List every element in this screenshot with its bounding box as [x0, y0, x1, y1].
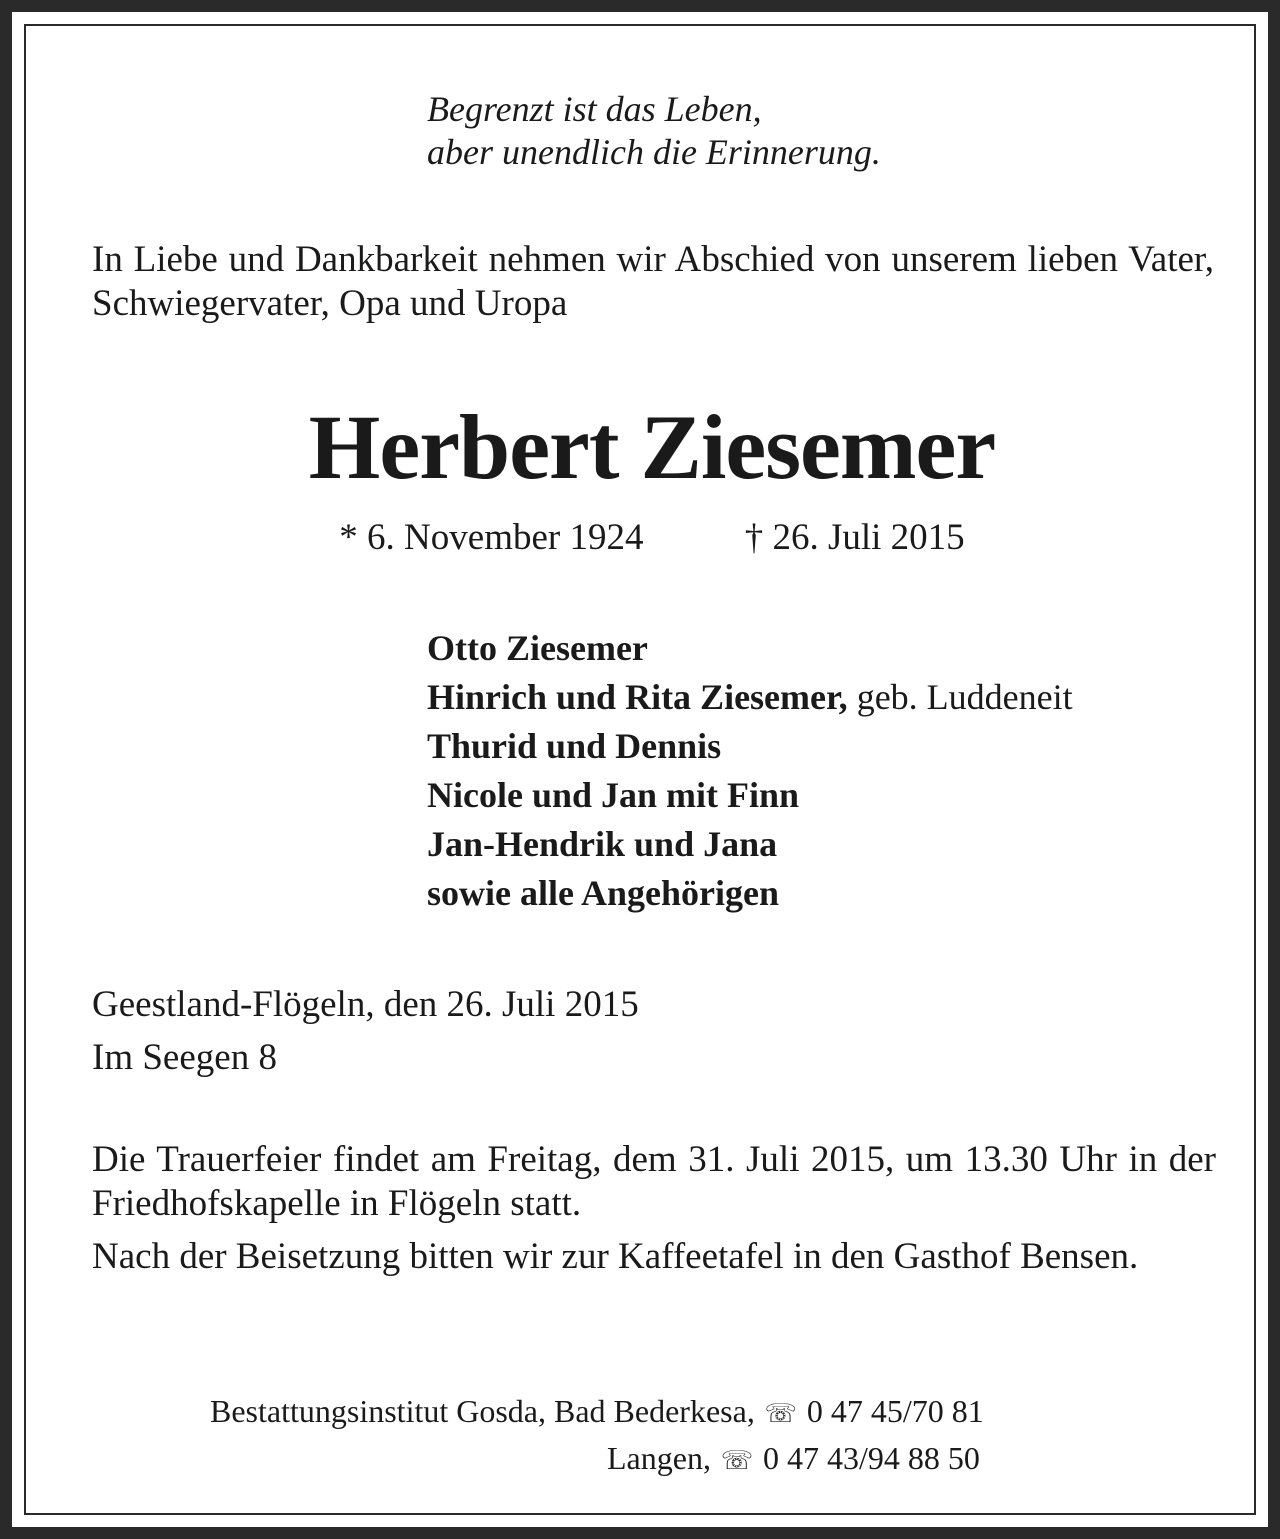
phone-number: 0 47 45/70 81	[806, 1393, 984, 1429]
maiden-name: geb. Luddeneit	[856, 677, 1073, 717]
mourner-row: Thurid und Dennis	[427, 726, 722, 766]
mourner-row: sowie alle Angehörigen	[427, 873, 779, 913]
mourner-name: Hinrich und Rita Ziesemer,	[427, 677, 848, 717]
mourner-row: Nicole und Jan mit Finn	[427, 775, 800, 815]
place-date-line: Geestland-Flögeln, den 26. Juli 2015	[92, 984, 639, 1025]
undertaker-name: Bestattungsinstitut Gosda, Bad Bederkesa,	[210, 1393, 755, 1429]
birth-date: * 6. November 1924	[339, 517, 644, 558]
death-date: † 26. Juli 2015	[744, 517, 965, 558]
service-paragraph: Die Trauerfeier findet am Freitag, dem 31. Juli 2015, um 13.30 Uhr in der Friedhofskapelle in Flögeln statt.	[92, 1139, 1216, 1224]
place-and-date	[92, 978, 639, 1084]
mourners-list	[427, 624, 1073, 918]
undertaker-line-1	[210, 1389, 984, 1436]
service-info	[92, 1138, 1216, 1288]
life-dates	[12, 516, 1280, 560]
mourner-row	[427, 673, 1073, 722]
mourner-row: Otto Ziesemer	[427, 628, 648, 668]
deceased-name: Herbert Ziesemer	[308, 396, 996, 498]
mourner-row: Jan-Hendrik und Jana	[427, 824, 778, 864]
motto-line-1: Begrenzt ist das Leben,	[427, 89, 762, 129]
phone-number: 0 47 43/94 88 50	[762, 1440, 980, 1476]
telephone-icon: ☏	[720, 1446, 754, 1476]
intro-text: In Liebe und Dankbarkeit nehmen wir Abschied von unserem lieben Vater, Schwiegervater, Opa und Uropa	[92, 239, 1214, 324]
motto	[427, 88, 881, 174]
undertaker-line-2	[607, 1436, 980, 1483]
undertaker-location: Langen,	[607, 1440, 711, 1476]
address-line: Im Seegen 8	[92, 1037, 277, 1078]
reception-paragraph: Nach der Beisetzung bitten wir zur Kaffeetafel in den Gasthof Bensen.	[92, 1236, 1139, 1277]
telephone-icon: ☏	[764, 1399, 798, 1429]
motto-line-2: aber unendlich die Erinnerung.	[427, 132, 881, 172]
